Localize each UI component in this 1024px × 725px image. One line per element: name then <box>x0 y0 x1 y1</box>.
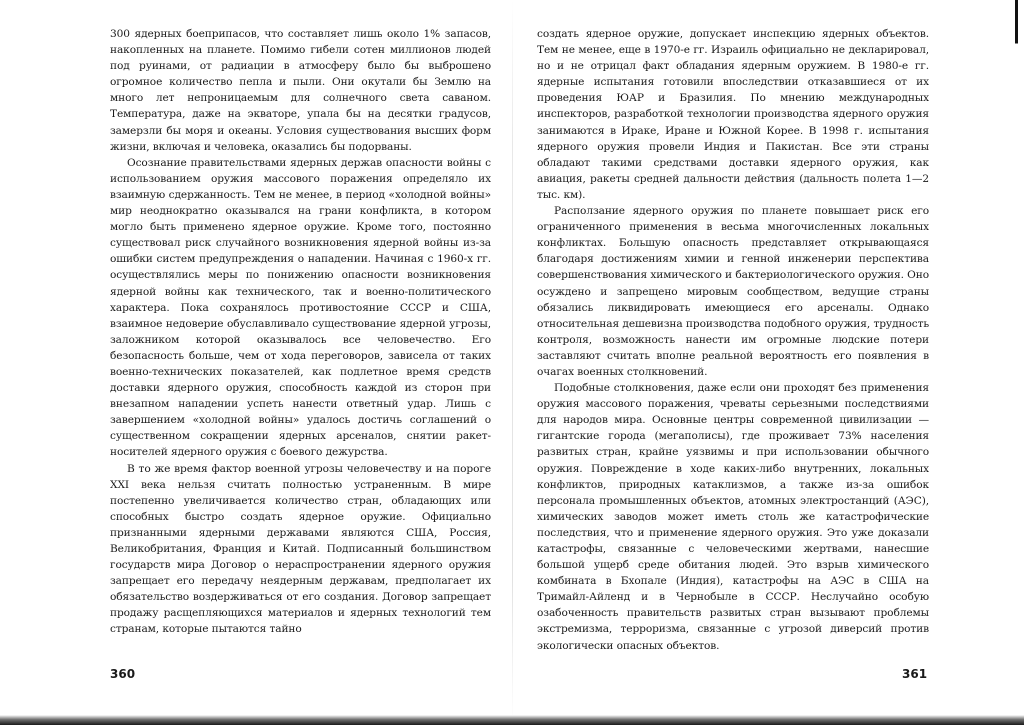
scan-shadow <box>0 715 1024 725</box>
left-paragraph-3: В то же время фактор военной угрозы человечеству и на пороге XXI века нельзя считать полностью устраненным. В мире постепенно увеличивается количество стран, обладающих или способных быстро создать ядерное оружие. Официально признанными ядерными державами являются США, Россия, Великобритания, Франция и Китай. Подписанный большинством государств мира Договор о нераспространении ядерного оружия запрещает его передачу неядерным державам, предполагает их обязательство воздерживаться от его создания. Договор запрещает продажу расщепляющихся материалов и ядерных технологий тем странам, которые пытаются тайно <box>110 462 491 636</box>
right-page <box>537 26 929 666</box>
left-page-number: 360 <box>110 667 136 681</box>
right-paragraph-2: Расползание ядерного оружия по планете повышает риск его ограниченного применения в весьма многочисленных локальных конфликтах. Большую опасность представляет открывающаяся благодаря достижениям химии и генной инженерии перспектива совершенствования химического и бактериологического оружия. Оно осуждено и запрещено мировым сообществом, ведущие страны обязались ликвидировать имеющиеся его арсеналы. Однако относительная дешевизна производства подобного оружия, трудность контроля, возможность нанести им огромные людские потери заставляют считать вполне реальной вероятность его появления в очагах военных столкновений. <box>537 205 929 378</box>
page-edge-mark <box>1015 0 1018 725</box>
left-page <box>110 26 491 666</box>
left-paragraph-2: Осознание правительствами ядерных держав опасности войны с использованием оружия массового поражения определяло их взаимную сдержанность. Тем не менее, в период «холодной войны» мир неоднократно оказывался на грани конфликта, в котором могло быть применено ядерное оружие. Кроме того, постоянно существовал риск случайного возникновения ядерной войны из-за ошибки систем предупреждения о нападении. Начиная с 1960-х гг. осуществлялись меры по понижению опасности возникновения ядерной войны как технического, так и военно-политического характера. Пока сохранялось противостояние СССР и США, взаимное недоверие обуславливало существование ядерной угрозы, заложником которой оказывалось все человечество. Его безопасность больше, чем от хода переговоров, зависела от таких военно-технических показателей, как подлетное время средств доставки ядерного оружия, способность каждой из сторон при внезапном нападении успеть нанести ответный удар. Лишь с завершением «холодной войны» удалось достичь соглашений о существенном сокращении ядерных арсеналов, снятии ракет-носителей ядерного оружия с боевого дежурства. <box>110 156 491 459</box>
right-page-number: 361 <box>902 667 928 681</box>
right-paragraph-1: создать ядерное оружие, допускает инспекцию ядерных объектов. Тем не менее, еще в 1970-е гг. Израиль официально не декларировал, но и не отрицал факт обладания ядерным оружием. В 1980-е гг. ядерные испытания готовили впоследствии отказавшиеся от их проведения ЮАР и Бразилия. По мнению международных инспекторов, разработкой технологии производства ядерного оружия занимаются в Ираке, Иране и Южной Корее. В 1998 г. испытания ядерного оружия провели Индия и Пакистан. Все эти страны обладают такими средствами доставки ядерного оружия, как авиация, ракеты средней дальности действия (дальность полета 1—2 тыс. км). <box>537 28 929 201</box>
left-paragraph-1: 300 ядерных боеприпасов, что составляет лишь около 1% запасов, накопленных на планете. Помимо гибели сотен миллионов людей под руинами, от радиации в атмосферу было бы выброшено огромное количество пепла и пыли. Они окутали бы Землю на много лет непроницаемым для солнечного света саваном. Температура, даже на экваторе, упала бы на десятки градусов, замерзли бы моря и океаны. Условия существования высших форм жизни, включая и человека, оказались бы подорваны. <box>110 28 491 153</box>
book-gutter <box>512 0 513 725</box>
right-paragraph-3: Подобные столкновения, даже если они проходят без применения оружия массового поражения, чреваты серьезными последствиями для народов мира. Основные центры современной цивилизации — гигантские города (мегаполисы), где проживает 73% населения развитых стран, крайне уязвимы и при использовании обычного оружия. Повреждение в ходе каких-либо внутренних, локальных конфликтов, природных катаклизмов, а также из-за ошибок персонала промышленных объектов, атомных электростанций (АЭС), химических заводов может иметь столь же катастрофические последствия, что и применение ядерного оружия. Это уже доказали катастрофы, связанные с человеческими жертвами, нанесшие большой ущерб среде обитания людей. Это взрыв химического комбината в Бхопале (Индия), катастрофы на АЭС в США на Тримайл-Айленд и в Чернобыле в СССР. Неслучайно особую озабоченность правительств развитых стран вызывают проблемы экстремизма, терроризма, связанные с угрозой диверсий против экологически опасных объектов. <box>537 382 929 652</box>
